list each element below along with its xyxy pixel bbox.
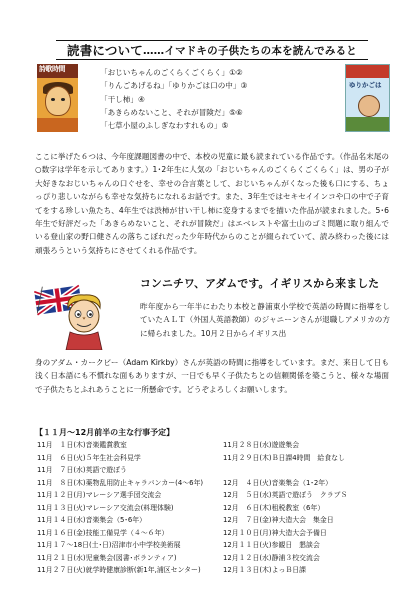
book-cover-illustration-right bbox=[345, 64, 390, 132]
book-item: 「おじいちゃんのごくらくごくらく」①② bbox=[100, 68, 243, 77]
english-teacher-paragraph-part2: 身のアダム・カークビー（Adam Kirkby）さんが英語の時間に指導をしています。まだ、来日して日も浅く日本語にも不慣れな面もありますが、一日でも早く子供たちとの信頼関係を築こうと、様々な場面で子供たちとふれあうことに一所懸命です。どうぞよろしくお願いします。 bbox=[35, 358, 389, 394]
schedule-row: 12月 ７日(金)神大造大会 集金日 bbox=[223, 516, 334, 525]
book-item: 「あきらめないこと、それが冒険だ」⑤⑥ bbox=[100, 107, 243, 117]
newsletter-section-title bbox=[56, 40, 368, 60]
english-teacher-paragraph-part1: 昨年度から一年半にわたり本校と静浦東小学校で英語の時間に指導をしていたＡＬＴ（外国人英語教師）のジャニーンさんが退職しアメリカの方に帰られました。10月２日からイギリス出 bbox=[140, 302, 390, 338]
title-prefix: 読書について bbox=[67, 43, 143, 58]
schedule-row: 11月１２日(月)マレーシア選手団交流会 bbox=[37, 491, 162, 500]
reading-article-paragraph: ここに挙げた６つは、今年度課題図書の中で、本校の児童に最も読まれている作品です。（作品名末尾の○数字は学年を示してあります。）1･2年生に人気の「おじいちゃんのごくらくごくらく」は、男の子が大好きなおじいちゃんの口ぐせを、幸せの合言葉として、おじいちゃんがくなった後も口にする、ちょっぴり悲しいながらも幸せな気持ちになれるお話です。また、3年生ではセキセイインコや口の中で子育てをする珍しい魚たち、4年生では渋柿が甘い干し柿に変身するまでを描いた作品が読まれました。5･6年生で好評だった「あきらめないこと、それが冒険だ」はエベレストや富士山のゴミ問題に取り組んでいる登山家の野口健さんの落ちこぼれだった少年時代からのことが綴られていて、読み終わった後には頑張ろうという気持ちにさせてくれる作品です。 bbox=[35, 152, 389, 255]
schedule-list-right bbox=[223, 439, 408, 577]
schedule-row: 11月１６日(金)技能工備見学（４～６年） bbox=[37, 528, 169, 537]
schedule-row: 11月 １日(木)音楽鑑賞教室 bbox=[37, 441, 127, 449]
schedule-row: 11月１４日(水)音楽集会（5･6年） bbox=[37, 516, 147, 525]
schedule-row: 12月１３日(木)よっＢ日課 bbox=[223, 566, 307, 575]
schedule-row: 11月 ８日(木)薬物乱用防止キャラバンカー(4～6年) bbox=[37, 478, 204, 487]
book-list bbox=[100, 66, 336, 132]
book-item: 「りんごあげるね」「ゆりかごは口の中」③ bbox=[100, 81, 248, 91]
schedule-row: 11月２９日(木)Ｂ日課4時間 給食なし bbox=[223, 453, 345, 462]
english-teacher-heading: コンニチワ、アダムです。イギリスから来ました bbox=[140, 277, 380, 290]
schedule-row: 11月 ７日(水)英語で遊ぼう bbox=[37, 466, 127, 475]
schedule-heading: 【１１月～12月前半の主な行事予定】 bbox=[35, 428, 175, 437]
book-item: 「干し柿」④ bbox=[100, 94, 145, 104]
cartoon-boy-illustration bbox=[62, 292, 106, 350]
schedule-row: 11月 ６日(火)５年生社会科見学 bbox=[37, 453, 141, 462]
schedule-row: 12月 ５日(水)英語で遊ぼう クラブＳ bbox=[223, 491, 348, 500]
title-rest: ……イマドキの子供たちの本を読んでみると bbox=[142, 44, 357, 57]
schedule-row: 12月１２日(水)静浦３校交流会 bbox=[223, 553, 320, 562]
schedule-list-left bbox=[37, 439, 222, 577]
book-item: 「七草小屋のふしぎなわすれもの」⑤ bbox=[100, 121, 229, 131]
schedule-row: 12月１０日(月)神大造大会予備日 bbox=[223, 528, 327, 537]
book-cover-title: 詩歌時間 bbox=[39, 65, 65, 73]
schedule-row: 11月１３日(火)マレーシア交流会(料理体験) bbox=[37, 503, 174, 512]
schedule-row: 11月１７～18日(土･日)沼津市小中学校美術展 bbox=[37, 541, 181, 550]
schedule-row-spacer bbox=[223, 464, 408, 477]
schedule-row: 12月 ６日(木)租税教室（6年） bbox=[223, 503, 325, 512]
schedule-row: 11月２８日(水)遊遊集会 bbox=[223, 441, 300, 449]
schedule-row: 11月２１日(水)児童集会(図書･ボランティア) bbox=[37, 553, 177, 562]
schedule-row: 12月 ４日(火)音楽集会（1･2年） bbox=[223, 478, 333, 487]
book-cover-title: ゆりかごは bbox=[349, 81, 382, 89]
book-cover-illustration-left bbox=[37, 64, 78, 132]
schedule-row: 11月２７日(火)就学時健康診断(新1年,浦区センター) bbox=[37, 566, 201, 575]
schedule-row: 12月１１日(火)参観日 懇談会 bbox=[223, 541, 320, 550]
